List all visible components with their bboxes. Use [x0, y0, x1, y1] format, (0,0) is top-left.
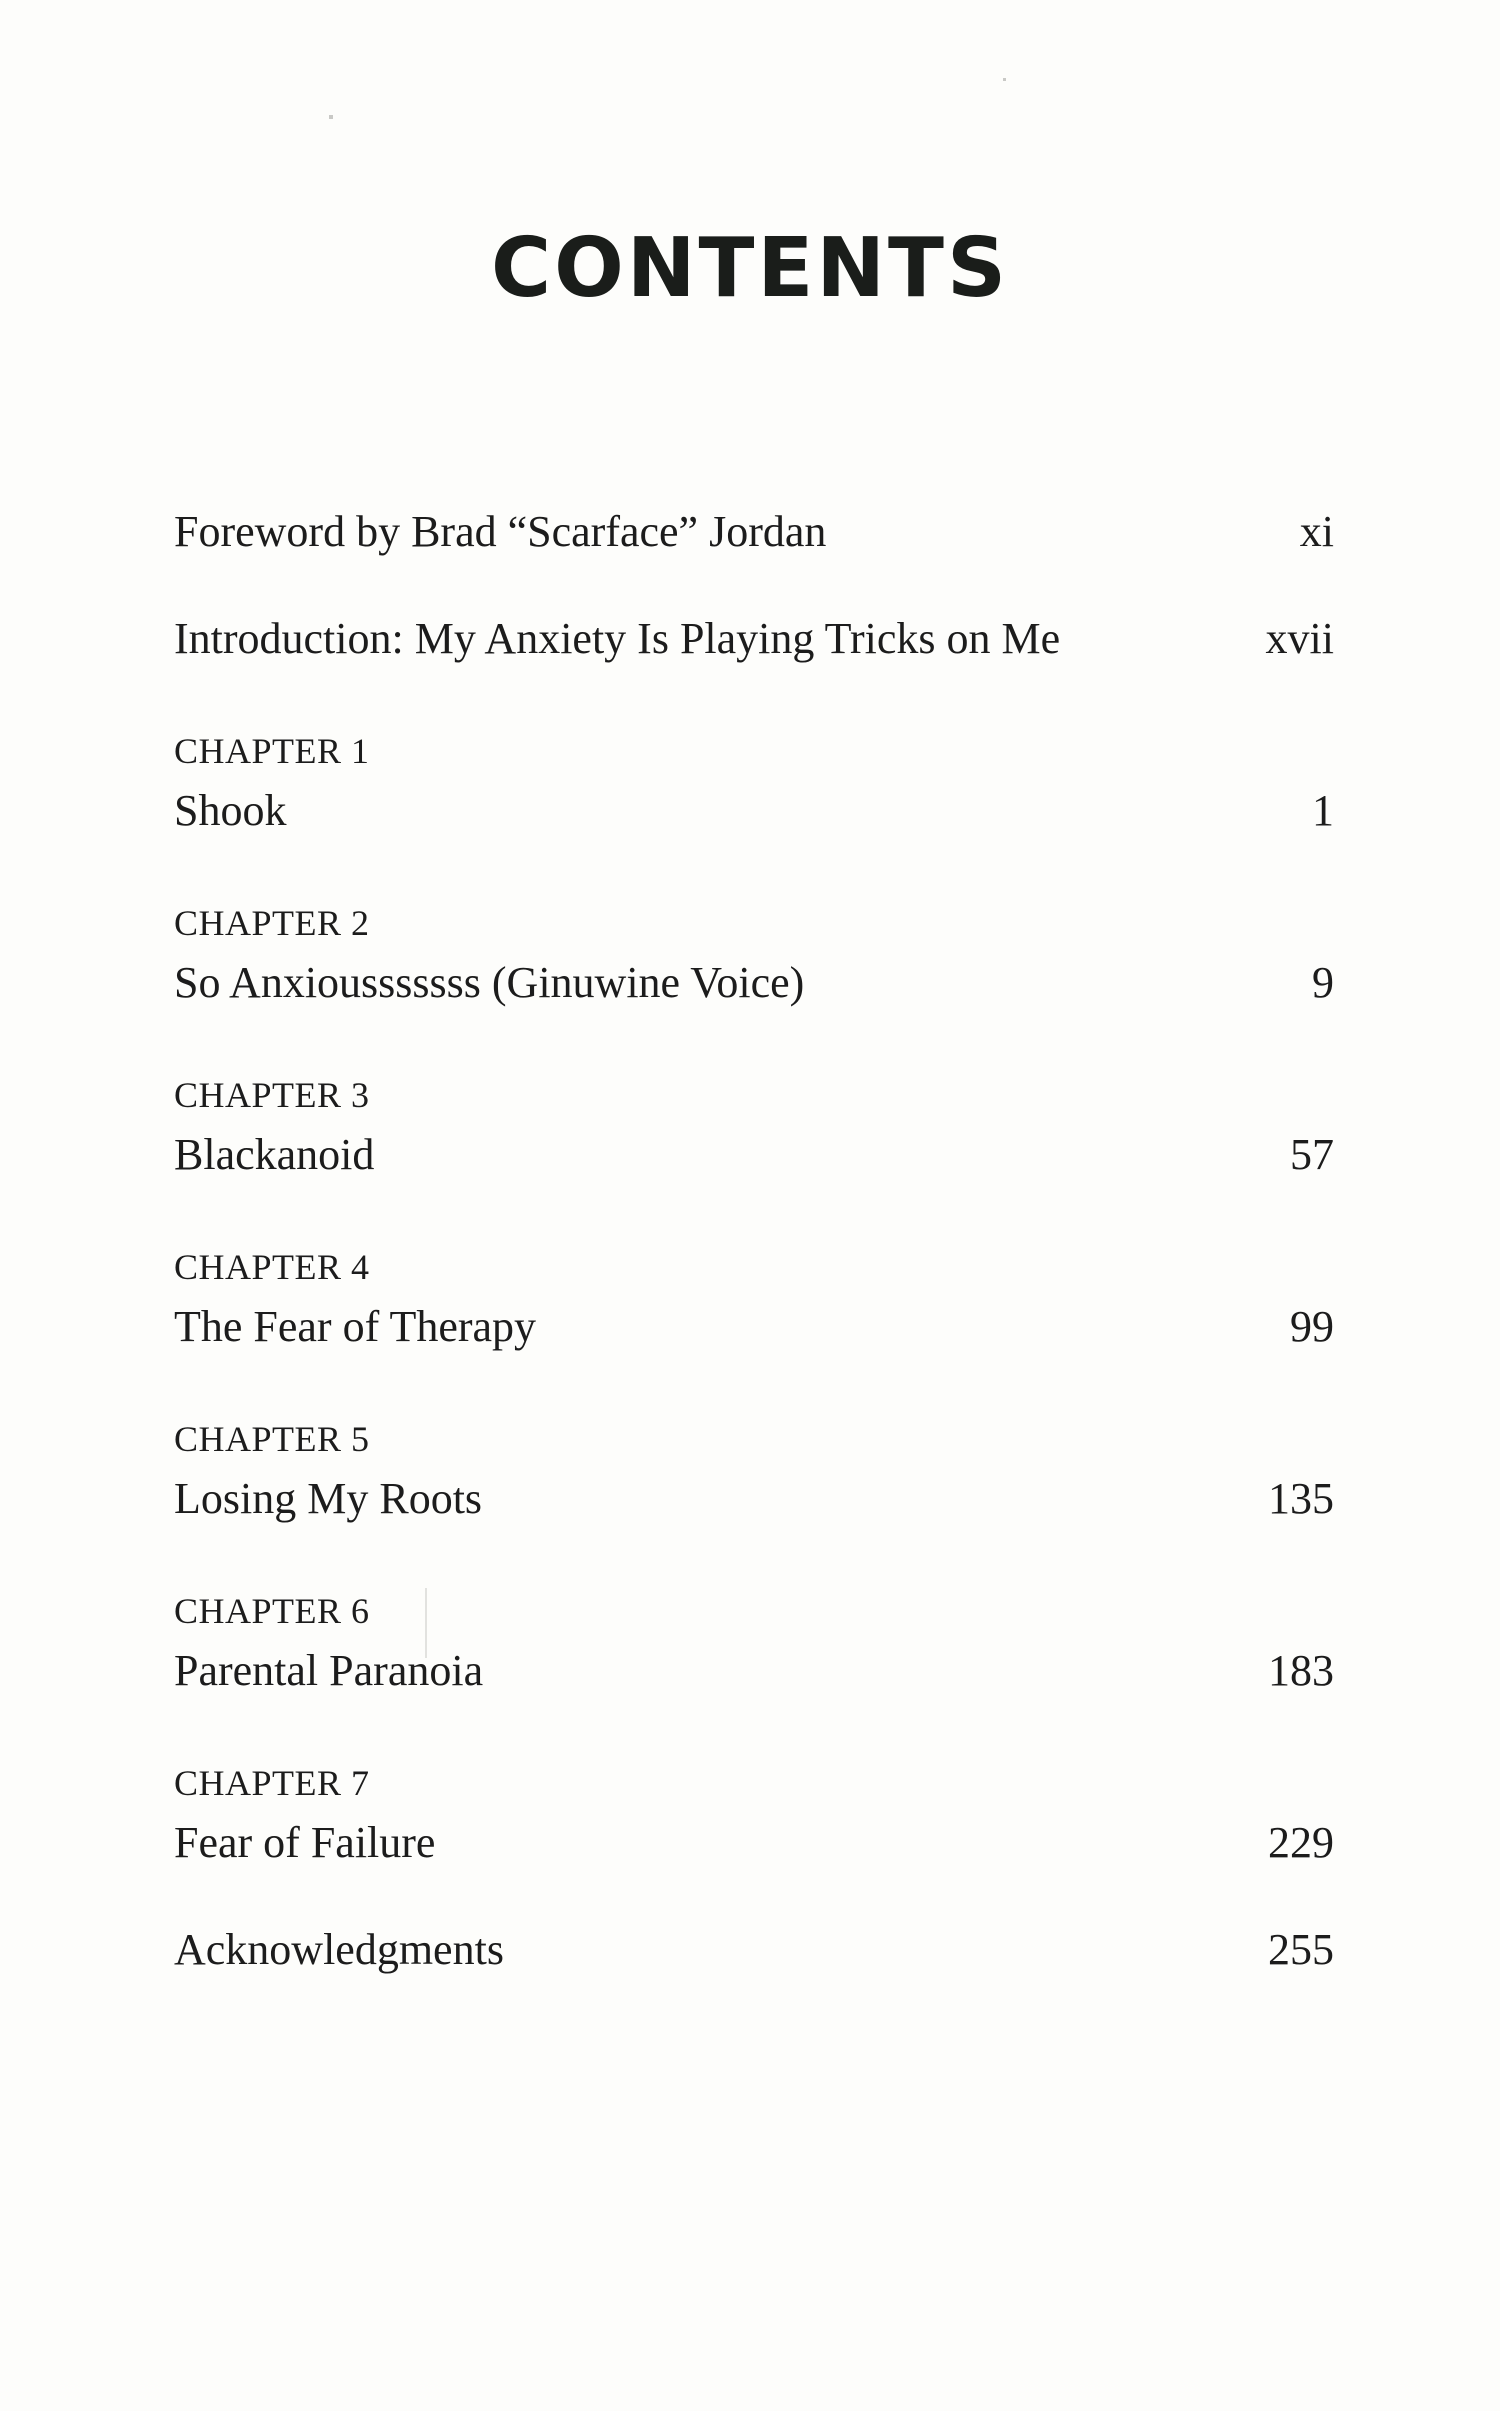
- chapter-number: CHAPTER 6: [174, 1591, 370, 1631]
- toc-entry-label: Foreword by Brad “Scarface” Jordan: [174, 507, 827, 556]
- table-of-contents: [174, 0, 1334, 2411]
- chapter-number: CHAPTER 5: [174, 1419, 370, 1459]
- toc-entry-page: 1: [1312, 786, 1334, 835]
- toc-entry-page: 255: [1268, 1925, 1334, 1974]
- chapter-number: CHAPTER 4: [174, 1247, 370, 1287]
- toc-entry-page: 99: [1290, 1302, 1334, 1351]
- toc-entry-page: 9: [1312, 958, 1334, 1007]
- chapter-number: CHAPTER 2: [174, 903, 370, 943]
- toc-entry-page: 183: [1268, 1646, 1334, 1695]
- toc-entry-page: xi: [1299, 507, 1334, 556]
- chapter-number: CHAPTER 1: [174, 731, 370, 771]
- toc-entry-label: Losing My Roots: [174, 1474, 483, 1523]
- toc-entry-label: Fear of Failure: [174, 1818, 436, 1867]
- toc-entry-page: 135: [1268, 1474, 1334, 1523]
- toc-entry-label: Introduction: My Anxiety Is Playing Tricks on Me: [174, 614, 1061, 663]
- toc-entry-label: Parental Paranoia: [174, 1646, 484, 1695]
- chapter-number: CHAPTER 3: [174, 1075, 370, 1115]
- toc-entry-page: 57: [1290, 1130, 1334, 1179]
- toc-entry-label: Acknowledgments: [174, 1925, 504, 1974]
- page-title: CONTENTS: [490, 221, 1010, 316]
- toc-entry-label: The Fear of Therapy: [174, 1302, 537, 1351]
- toc-entry-label: So Anxiousssssss (Ginuwine Voice): [174, 958, 805, 1007]
- toc-entry-label: Blackanoid: [174, 1130, 375, 1179]
- toc-entry-label: Shook: [174, 786, 287, 835]
- toc-entry-page: xvii: [1265, 614, 1334, 663]
- toc-entry-page: 229: [1268, 1818, 1334, 1867]
- chapter-number: CHAPTER 7: [174, 1763, 370, 1803]
